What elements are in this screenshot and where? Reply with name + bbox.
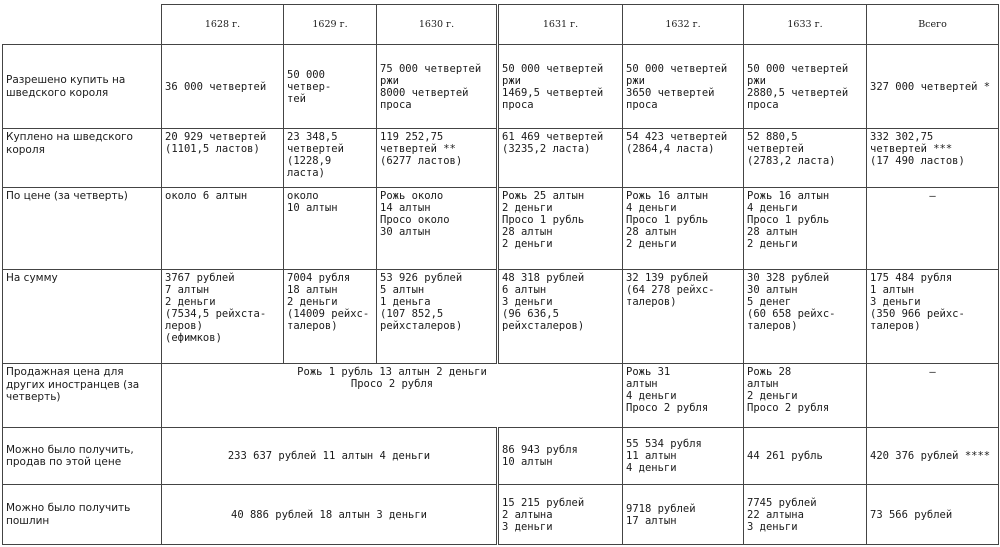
header-1630: 1630 г. [377,5,498,45]
allowed-1628: 36 000 четвертей [162,45,284,129]
row-price [3,188,999,270]
could-get-1631: 86 943 рубля 10 алтын [498,428,623,485]
duties-total: 73 566 рублей [867,485,999,545]
duties-1628-1630: 40 886 рублей 18 алтын 3 деньги [162,485,498,545]
sum-1633: 30 328 рублей 30 алтын 5 денег (60 658 рейхс- талеров) [744,270,867,364]
bought-1630: 119 252,75 четвертей ** (6277 ластов) [377,129,498,188]
sum-1630: 53 926 рублей 5 алтын 1 деньга (107 852,5 рейхсталеров) [377,270,498,364]
bought-1628: 20 929 четвертей (1101,5 ластов) [162,129,284,188]
header-1632: 1632 г. [623,5,744,45]
allowed-1631: 50 000 четвертей ржи 1469,5 четвертей проса [498,45,623,129]
price-1628: около 6 алтын [162,188,284,270]
bought-total: 332 302,75 четвертей *** (17 490 ластов) [867,129,999,188]
corner-cell [3,5,162,45]
could-get-1632: 55 534 рубля 11 алтын 4 деньги [623,428,744,485]
sum-1631: 48 318 рублей 6 алтын 3 деньги (96 636,5 рейхсталеров) [498,270,623,364]
duties-1632: 9718 рублей 17 алтын [623,485,744,545]
allowed-1629: 50 000 четвер- тей [284,45,377,129]
sum-1628: 3767 рублей 7 алтын 2 деньги (7534,5 рейхста- леров) (ефимков) [162,270,284,364]
price-1633: Рожь 16 алтын 4 деньги Просо 1 рубль 28 алтын 2 деньги [744,188,867,270]
bought-1633: 52 880,5 четвертей (2783,2 ласта) [744,129,867,188]
allowed-1633: 50 000 четвертей ржи 2880,5 четвертей проса [744,45,867,129]
row-label-price: По цене (за четверть) [3,188,162,270]
sale-price-1633: Рожь 28 алтын 2 деньги Просо 2 рубля [744,364,867,428]
grain-purchase-table [2,4,999,545]
header-1633: 1633 г. [744,5,867,45]
row-label-bought: Куплено на шведского короля [3,129,162,188]
allowed-total: 327 000 четвертей * [867,45,999,129]
price-1632: Рожь 16 алтын 4 деньги Просо 1 рубль 28 алтын 2 деньги [623,188,744,270]
could-get-total: 420 376 рублей **** [867,428,999,485]
allowed-1630: 75 000 четвертей ржи 8000 четвертей проса [377,45,498,129]
price-1631: Рожь 25 алтын 2 деньги Просо 1 рубль 28 алтын 2 деньги [498,188,623,270]
sum-1632: 32 139 рублей (64 278 рейхс- талеров) [623,270,744,364]
header-1628: 1628 г. [162,5,284,45]
could-get-1633: 44 261 рубль [744,428,867,485]
sale-price-total: — [867,364,999,428]
row-sale-price [3,364,999,428]
duties-1633: 7745 рублей 22 алтына 3 деньги [744,485,867,545]
sum-1629: 7004 рубля 18 алтын 2 деньги (14009 рейхс- талеров) [284,270,377,364]
row-label-allowed: Разрешено купить на шведского короля [3,45,162,129]
row-duties [3,485,999,545]
sum-total: 175 484 рубля 1 алтын 3 деньги (350 966 рейхс- талеров) [867,270,999,364]
row-bought [3,129,999,188]
row-label-sale-price: Продажная цена для других иностранцев (за четверть) [3,364,162,428]
header-1629: 1629 г. [284,5,377,45]
row-label-sum: На сумму [3,270,162,364]
row-could-get [3,428,999,485]
bought-1632: 54 423 четвертей (2864,4 ласта) [623,129,744,188]
allowed-1632: 50 000 четвертей ржи 3650 четвертей проса [623,45,744,129]
could-get-1628-1630: 233 637 рублей 11 алтын 4 деньги [162,428,498,485]
price-total: — [867,188,999,270]
row-sum [3,270,999,364]
header-1631: 1631 г. [498,5,623,45]
header-row [3,5,999,45]
bought-1629: 23 348,5 четвертей (1228,9 ласта) [284,129,377,188]
price-1629: около 10 алтын [284,188,377,270]
sale-price-1632: Рожь 31 алтын 4 деньги Просо 2 рубля [623,364,744,428]
row-label-duties: Можно было получить пошлин [3,485,162,545]
header-total: Всего [867,5,999,45]
price-1630: Рожь около 14 алтын Просо около 30 алтын [377,188,498,270]
bought-1631: 61 469 четвертей (3235,2 ласта) [498,129,623,188]
duties-1631: 15 215 рублей 2 алтына 3 деньги [498,485,623,545]
row-label-could-get: Можно было получить, продав по этой цене [3,428,162,485]
row-allowed [3,45,999,129]
sale-price-1628-1631: Рожь 1 рубль 13 алтын 2 деньги Просо 2 рубля [162,364,623,428]
